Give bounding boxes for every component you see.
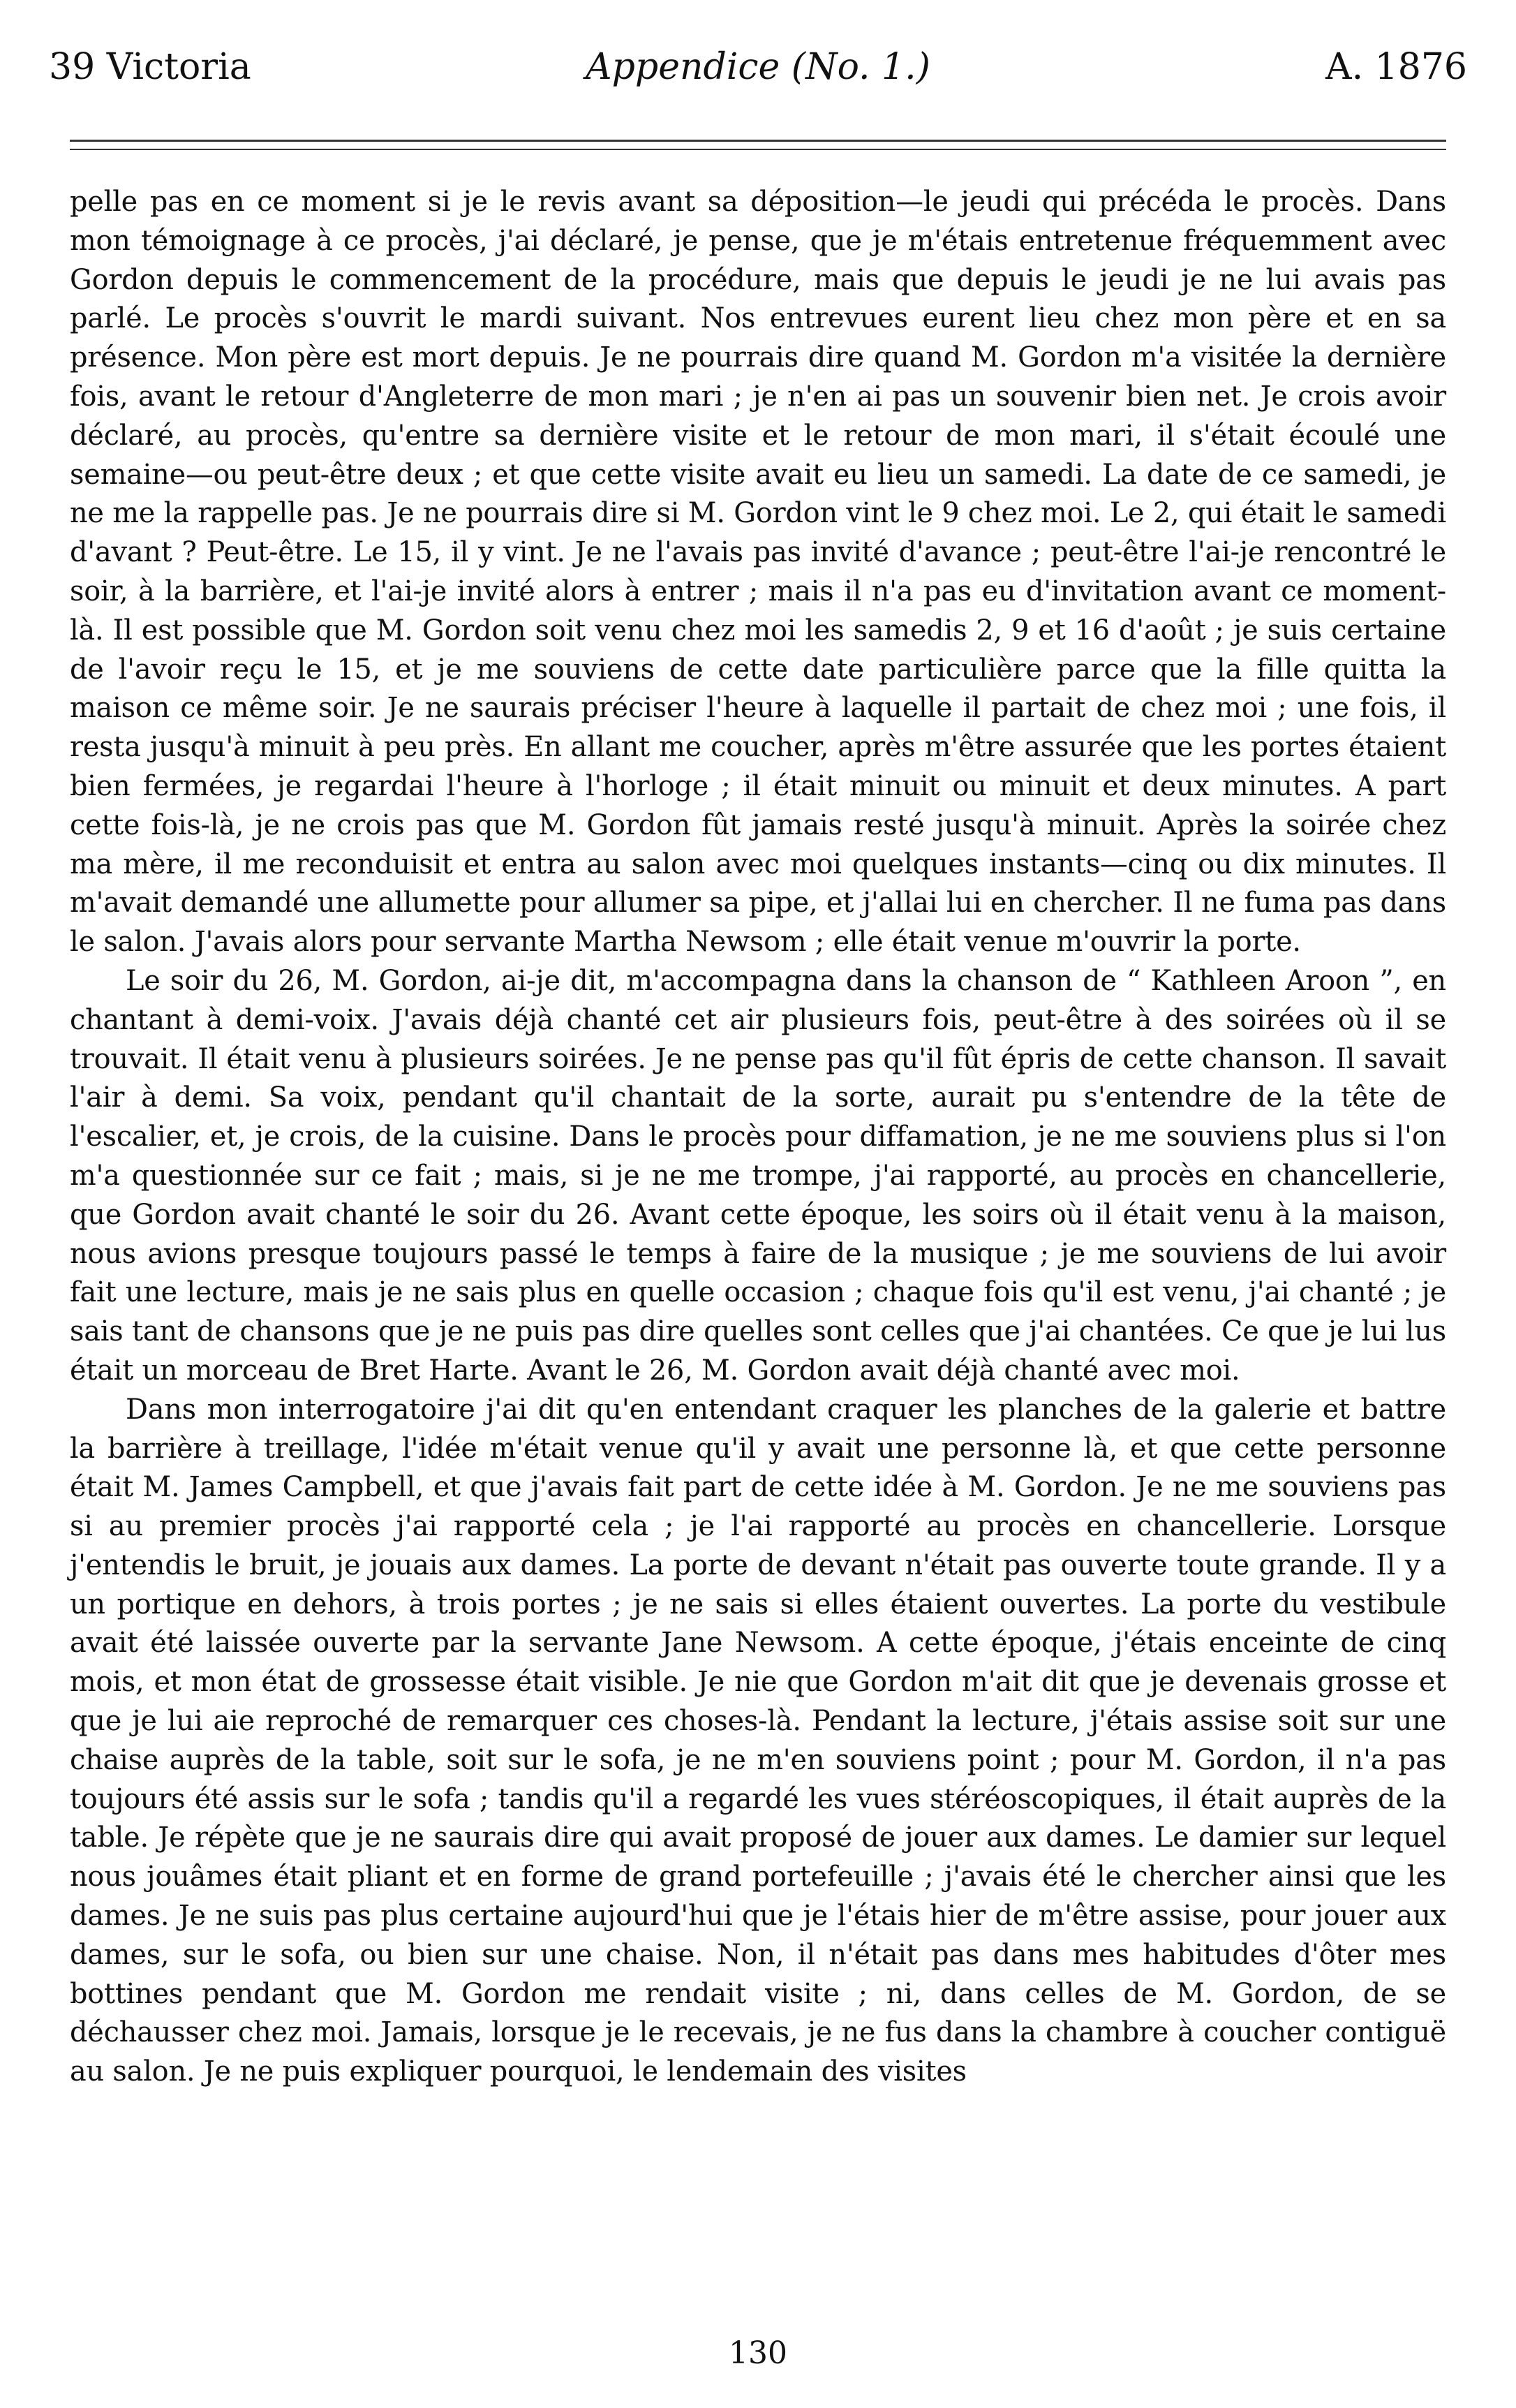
page-number: 130	[729, 2335, 787, 2371]
paragraph-kathleen-aroon: Le soir du 26, M. Gordon, ai-je dit, m'accompagna dans la chanson de “ Kathleen Aroon ”, en chantant à demi-voix. J'avais déjà chanté cet air plusieurs fois, peut-être à des soirées où il se trouvait. Il était venu à plusieurs soirées. Je ne pense pas qu'il fût épris de cette chanson. Il savait l'air à demi. Sa voix, pendant qu'il chantait de la sorte, aurait pu s'entendre de la tête de l'escalier, et, je crois, de la cuisine. Dans le procès pour diffamation, je ne me souviens plus si l'on m'a questionnée sur ce fait ; mais, si je ne me trompe, j'ai rapporté, au procès en chancellerie, que Gordon avait chanté le soir du 26. Avant cette époque, les soirs où il était venu à la maison, nous avions presque toujours passé le temps à faire de la musique ; je me souviens de lui avoir fait une lecture, mais je ne sais plus en quelle occasion ; chaque fois qu'il est venu, j'ai chanté ; je sais tant de chansons que je ne puis pas dire quelles sont celles que j'ai chantées. Ce que je lui lus était un morceau de Bret Harte. Avant le 26, M. Gordon avait déjà chanté avec moi.	[70, 964, 1446, 1387]
paragraph-continuation: pelle pas en ce moment si je le revis avant sa déposition—le jeudi qui précéda le procès. Dans mon témoignage à ce procès, j'ai déclaré, je pense, que je m'étais entretenue fréquemment avec Gordon depuis le commencement de la procédure, mais que depuis le jeudi je ne lui avais pas parlé. Le procès s'ouvrit le mardi suivant. Nos entrevues eurent lieu chez mon père et en sa présence. Mon père est mort depuis. Je ne pourrais dire quand M. Gordon m'a visitée la dernière fois, avant le retour d'Angleterre de mon mari ; je n'en ai pas un souvenir bien net. Je crois avoir déclaré, au procès, qu'entre sa dernière visite et le retour de mon mari, il s'était écoulé une semaine—ou peut-être deux ; et que cette visite avait eu lieu un samedi. La date de ce samedi, je ne me la rappelle pas. Je ne pourrais dire si M. Gordon vint le 9 chez moi. Le 2, qui était le samedi d'avant ? Peut-être. Le 15, il y vint. Je ne l'avais pas invité d'avance ; peut-être l'ai-je rencontré le soir, à la barrière, et l'ai-je invité alors à entrer ; mais il n'a pas eu d'invitation avant ce moment-là. Il est possible que M. Gordon soit venu chez moi les samedis 2, 9 et 16 d'août ; je suis certaine de l'avoir reçu le 15, et je me souviens de cette date particulière parce que la fille quitta la maison ce même soir. Je ne saurais préciser l'heure à laquelle il partait de chez moi ; une fois, il resta jusqu'à minuit à peu près. En allant me coucher, après m'être assurée que les portes étaient bien fermées, je regardai l'heure à l'horloge ; il était minuit ou minuit et deux minutes. A part cette fois-là, je ne crois pas que M. Gordon fût jamais resté jusqu'à minuit. Après la soirée chez ma mère, il me reconduisit et entra au salon avec moi quelques instants—cinq ou dix minutes. Il m'avait demandé une allumette pour allumer sa pipe, et j'allai lui en chercher. Il ne fuma pas dans le salon. J'avais alors pour servante Martha Newsom ; elle était venue m'ouvrir la porte.	[70, 186, 1446, 959]
header-rule	[70, 140, 1446, 150]
header-session: 39 Victoria	[49, 46, 251, 88]
paragraph-interrogatoire: Dans mon interrogatoire j'ai dit qu'en entendant craquer les planches de la galerie et battre la barrière à treillage, l'idée m'était venue qu'il y avait une personne là, et que cette personne était M. James Campbell, et que j'avais fait part de cette idée à M. Gordon. Je ne me souviens pas si au premier procès j'ai rapporté cela ; je l'ai rapporté au procès en chancellerie. Lorsque j'entendis le bruit, je jouais aux dames. La porte de devant n'était pas ouverte toute grande. Il y a un portique en dehors, à trois portes ; je ne sais si elles étaient ouvertes. La porte du vestibule avait été laissée ouverte par la servante Jane Newsom. A cette époque, j'étais enceinte de cinq mois, et mon état de grossesse était visible. Je nie que Gordon m'ait dit que je devenais grosse et que je lui aie reproché de remarquer ces choses-là. Pendant la lecture, j'étais assise soit sur une chaise auprès de la table, soit sur le sofa, je ne m'en souviens point ; pour M. Gordon, il n'a pas toujours été assis sur le sofa ; tandis qu'il a regardé les vues stéréoscopiques, il était auprès de la table. Je répète que je ne saurais dire qui avait proposé de jouer aux dames. Le damier sur lequel nous jouâmes était pliant et en forme de grand portefeuille ; j'avais été le chercher ainsi que les dames. Je ne suis pas plus certaine aujourd'hui que je l'étais hier de m'être assise, pour jouer aux dames, sur le sofa, ou bien sur une chaise. Non, il n'était pas dans mes habitudes d'ôter mes bottines pendant que M. Gordon me rendait visite ; ni, dans celles de M. Gordon, de se déchausser chez moi. Jamais, lorsque je le recevais, je ne fus dans la chambre à coucher contiguë au salon. Je ne puis expliquer pourquoi, le lendemain des visites	[70, 1393, 1446, 2088]
page-body	[70, 183, 1446, 2092]
header-year: A. 1876	[1325, 46, 1467, 88]
running-header	[49, 46, 1467, 109]
header-appendix-title: Appendice (No. 1.)	[586, 46, 930, 88]
